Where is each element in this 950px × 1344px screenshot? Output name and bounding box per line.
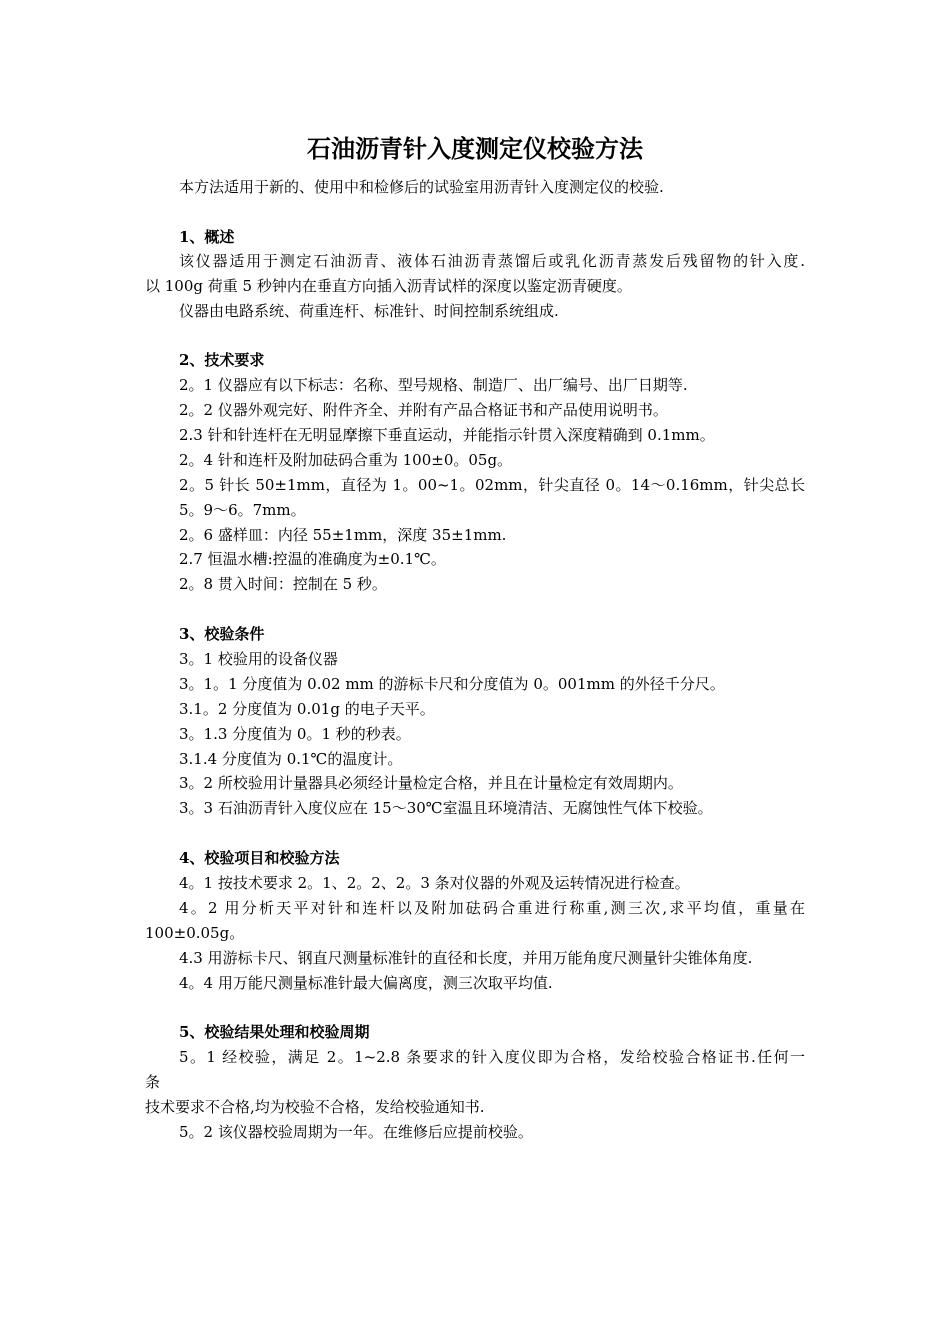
section-2-item: 2。6 盛样皿：内径 55±1mm，深度 35±1mm. [179,526,507,544]
section-2-item: 2.3 针和针连杆在无明显摩擦下垂直运动，并能指示针贯入深度精确到 0.1mm。 [179,426,715,444]
section-3-item: 3.1.4 分度值为 0.1℃的温度计。 [179,750,403,768]
section-3-item: 3。1。1 分度值为 0.02 mm 的游标卡尺和分度值为 0。001mm 的外径千分尺。 [179,675,725,693]
section-4-item: 4。4 用万能尺测量标准针最大偏离度，测三次取平均值. [179,974,553,992]
section-5-item: 5。2 该仪器校验周期为一年。在维修后应提前校验。 [179,1123,533,1141]
section-4-item: 4。2 用分析天平对针和连杆以及附加砝码合重进行称重,测三次,求平均值，重量在 [179,899,805,917]
section-2-item: 2。5 针长 50±1mm，直径为 1。00~1。02mm，针尖直径 0。14～0.16mm，针尖总长 [179,476,805,494]
section-5-item-continuation: 技术要求不合格,均为校验不合格，发给校验通知书. [145,1098,485,1116]
section-2-item: 2。1 仪器应有以下标志：名称、型号规格、制造厂、出厂编号、出厂日期等. [179,376,688,394]
document-title: 石油沥青针入度测定仪校验方法 [307,134,643,163]
section-2-item: 2。4 针和连杆及附加砝码合重为 100±0。05g。 [179,451,513,469]
intro-paragraph: 本方法适用于新的、使用中和检修后的试验室用沥青针入度测定仪的校验. [179,178,664,196]
section-4-heading: 4、校验项目和校验方法 [179,849,340,867]
section-1-heading: 1、概述 [179,228,235,246]
section-3-item: 3。1.3 分度值为 0。1 秒的秒表。 [179,725,411,743]
section-3-item: 3。3 石油沥青针入度仪应在 15～30℃室温且环境清洁、无腐蚀性气体下校验。 [179,799,713,817]
section-1-paragraph-line: 以 100g 荷重 5 秒钟内在垂直方向插入沥青试样的深度以鉴定沥青硬度。 [145,277,632,295]
section-2-item-continuation: 5。9～6。7mm。 [179,501,306,519]
section-2-item: 2.7 恒温水槽:控温的准确度为±0.1℃。 [179,550,446,568]
section-2-item: 2。8 贯入时间：控制在 5 秒。 [179,575,387,593]
section-3-heading: 3、校验条件 [179,625,265,643]
section-4-item-continuation: 100±0.05g。 [145,924,245,942]
section-2-heading: 2、技术要求 [179,351,265,369]
section-4-item: 4.3 用游标卡尺、钢直尺测量标准针的直径和长度，并用万能角度尺测量针尖锥体角度. [179,949,753,967]
section-2-item: 2。2 仪器外观完好、附件齐全、并附有产品合格证书和产品使用说明书。 [179,401,668,419]
section-1-paragraph: 仪器由电路系统、荷重连杆、标准针、时间控制系统组成. [179,302,559,320]
section-3-item: 3.1。2 分度值为 0.01g 的电子天平。 [179,700,435,718]
section-4-item: 4。1 按技术要求 2。1、2。2、2。3 条对仪器的外观及运转情况进行检查。 [179,874,690,892]
section-3-item: 3。1 校验用的设备仪器 [179,650,338,668]
section-3-item: 3。2 所校验用计量器具必须经计量检定合格，并且在计量检定有效周期内。 [179,774,683,792]
section-5-item: 5。1 经校验，满足 2。1~2.8 条要求的针入度仪即为合格，发给校验合格证书.任何一 [179,1048,805,1066]
section-1-paragraph-line: 该仪器适用于测定石油沥青、液体石油沥青蒸馏后或乳化沥青蒸发后残留物的针入度. [179,252,805,270]
section-5-heading: 5、校验结果处理和校验周期 [179,1023,370,1041]
section-5-item-continuation: 条 [145,1073,161,1091]
